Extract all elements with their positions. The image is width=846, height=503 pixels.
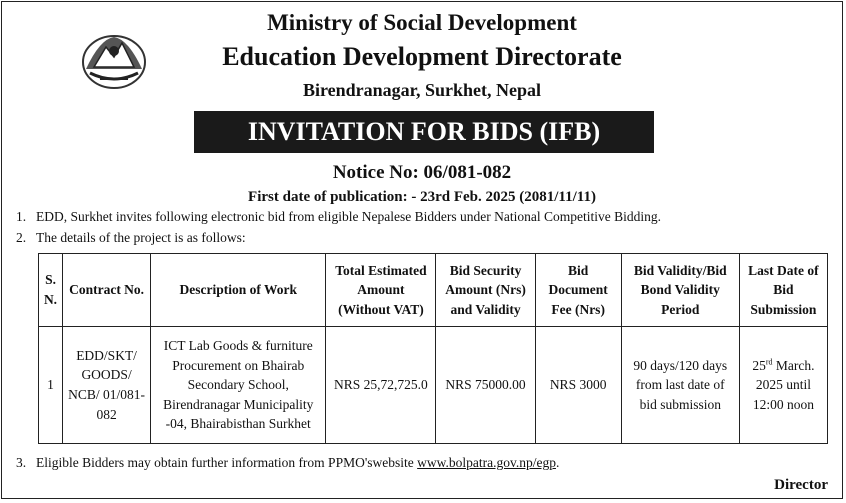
point-text: The details of the project is as follows: [36,230,246,245]
director-signature: Director [774,477,828,493]
ifb-title-banner: INVITATION FOR BIDS (IFB) [194,111,654,153]
table-row [39,327,828,444]
notice-number: Notice No: 06/081-082 [332,162,512,183]
header-validity: Bid Validity/Bid Bond Validity Period [621,254,739,327]
header-contract-no: Contract No. [63,254,151,327]
point-2 [16,230,246,246]
header-bid-security: Bid Security Amount (Nrs) and Validity [436,254,535,327]
header-description: Description of Work [151,254,326,327]
cell-contract-no: EDD/SKT/ GOODS/ NCB/ 01/081-082 [63,327,151,444]
cell-doc-fee: NRS 3000 [535,327,621,444]
last-date-day: 25 [752,357,766,373]
last-date-suffix: rd [765,357,773,367]
notice-page [1,1,843,499]
point-text: Eligible Bidders may obtain further information from PPMO'swebsite [36,455,418,470]
cell-description: ICT Lab Goods & furniture Procurement on Bhairab Secondary School, Birendranagar Municipality -04, Bhairabisthan Surkhet [151,327,326,444]
cell-sn: 1 [39,327,63,444]
cell-bid-security: NRS 75000.00 [436,327,535,444]
header-amount: Total Estimated Amount (Without VAT) [326,254,436,327]
point-number: 1. [16,209,27,224]
header-doc-fee: Bid Document Fee (Nrs) [535,254,621,327]
directorate-name: Education Development Directorate [222,42,622,71]
point-text: EDD, Surkhet invites following electronic bid from eligible Nepalese Bidders under National Competitive Bidding. [36,209,661,224]
point-number: 2. [16,230,27,245]
point-number: 3. [16,455,27,470]
table-header-row [39,254,828,327]
cell-last-date [739,327,827,444]
publication-date: First date of publication: - 23rd Feb. 2025 (2081/11/11) [248,189,596,205]
bolpatra-link[interactable]: www.bolpatra.gov.np/egp [417,455,556,470]
cell-amount: NRS 25,72,725.0 [326,327,436,444]
header-last-date: Last Date of Bid Submission [739,254,827,327]
point-1 [16,209,661,225]
cell-validity: 90 days/120 days from last date of bid submission [621,327,739,444]
header-sn: S. N. [39,254,63,327]
point-text-end: . [555,455,560,470]
point-3 [16,455,559,471]
bid-details-table [38,253,828,444]
address: Birendranagar, Surkhet, Nepal [302,80,542,100]
last-date-rest: March. 2025 until 12:00 noon [752,357,815,412]
ministry-name: Ministry of Social Development [267,10,577,35]
